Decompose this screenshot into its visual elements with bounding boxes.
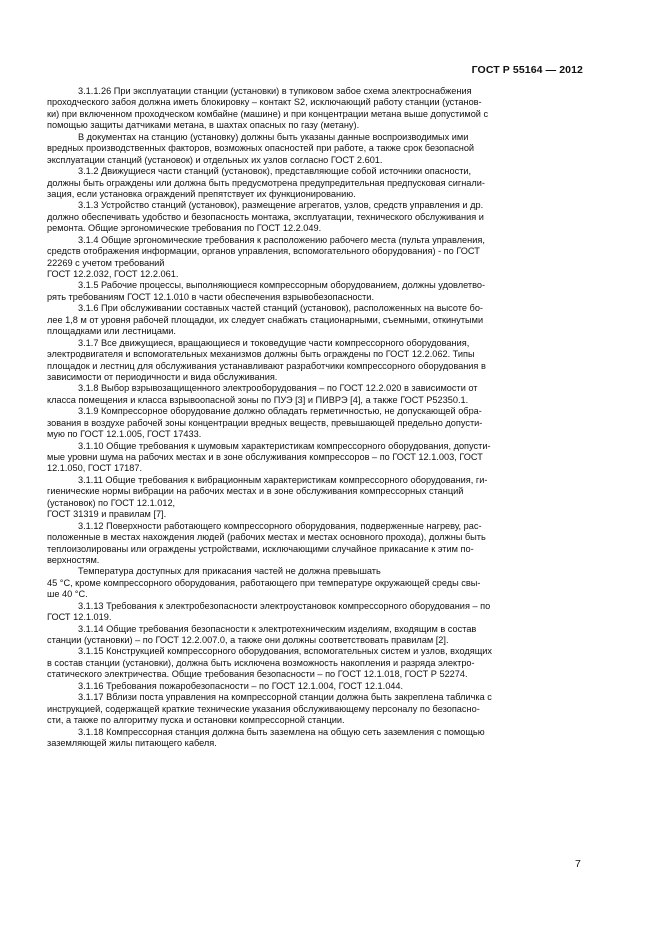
text-line: ГОСТ 12.2.032, ГОСТ 12.2.061. — [47, 269, 179, 279]
text-line: вредных производственных факторов, возможных опасностей при работе, а также срок безопасной — [47, 143, 475, 154]
text-line: станции (установки) – по ГОСТ 12.2.007.0, а также они должны соответствовать правилам [2]. — [47, 635, 449, 645]
text-line: 3.1.1.26 При эксплуатации станции (установки) в тупиковом забое схема электроснабжения — [78, 86, 472, 96]
text-line: 3.1.7 Все движущиеся, вращающиеся и токоведущие части компрессорного оборудования, — [78, 337, 470, 348]
text-line: 12.1.050, ГОСТ 17187. — [47, 463, 143, 474]
text-line: площадками или лестницами. — [47, 326, 176, 337]
text-line: Температура доступных для прикасания частей не должна превышать — [78, 566, 381, 577]
text-line: площадок и лестниц для обслуживания устанавливают разработчики компрессорного оборудования в — [47, 360, 486, 371]
text-line: 3.1.13 Требования к электробезопасности электроустановок компрессорного оборудования – по — [78, 600, 491, 611]
text-line: 3.1.18 Компрессорная станция должна быть заземлена на общую сеть заземления с помощью — [78, 726, 485, 737]
text-line: ГОСТ 31319 и правилам [7]. — [47, 509, 167, 520]
text-line: мые уровни шума на рабочих местах и в зоне обслуживания компрессоров – по ГОСТ 12.1.003, ГОСТ — [47, 452, 483, 462]
text-line: инструкцией, содержащей краткие технические указания обслуживающему персоналу по безопасно- — [47, 703, 480, 714]
document-designation: ГОСТ Р 55164 — 2012 — [471, 64, 583, 76]
text-line: ше 40 °С. — [47, 589, 88, 600]
text-line: ки) при включенном проходческом комбайне (машине) и при концентрации метана выше допустимой с — [47, 108, 489, 119]
text-line: В документах на станцию (установку) должны быть указаны данные воспроизводимых ими — [78, 131, 469, 142]
text-line: рять требованиям ГОСТ 12.1.010 в части обеспечения взрывобезопасности. — [47, 291, 374, 302]
text-line: мую по ГОСТ 12.1.005, ГОСТ 17433. — [47, 429, 202, 440]
text-line: гиенические нормы вибрации на рабочих местах и в зоне обслуживания компрессорных станций — [47, 486, 464, 497]
text-line: 3.1.3 Устройство станций (установок), размещение агрегатов, узлов, средств управления и др. — [78, 200, 484, 211]
text-line: (установок) по ГОСТ 12.1.012, — [47, 497, 176, 508]
text-line: зация, если установка ограждений препятствует их функционированию. — [47, 188, 356, 199]
text-line: зования в воздухе рабочей зоны концентрации вредных веществ, превышающей предельно допусти- — [47, 417, 483, 428]
text-line: теплоизолированы или ограждены устройствами, исключающими случайное прикасание к этим по- — [47, 543, 474, 554]
text-line: верхностям. — [47, 554, 100, 565]
text-line: в состав станции (установки), должна быть исключена возможность накопления и разряда электро- — [47, 657, 475, 668]
text-line: статического электричества. Общие требования безопасности – по ГОСТ 12.1.018, ГОСТ Р 52274. — [47, 669, 468, 680]
text-line: класса помещения и класса взрывоопасной зоны по ПУЭ [3] и ПИВРЭ [4], а также ГОСТ Р52350.1. — [47, 394, 469, 405]
text-line: 3.1.16 Требования пожаробезопасности – по ГОСТ 12.1.004, ГОСТ 12.1.044. — [78, 680, 404, 691]
text-line: 45 °С, кроме компрессорного оборудования, работающего при температуре окружающей среды свы- — [47, 577, 481, 588]
text-line: должно обеспечивать удобство и безопасность монтажа, эксплуатации, технического обслуживания и — [47, 211, 484, 222]
text-line: лее 1,8 м от уровня рабочей площадки, их следует снабжать стационарными, съемными, откинутыми — [47, 314, 484, 325]
text-line: ГОСТ 12.1.019. — [47, 612, 112, 623]
text-line: 3.1.17 Вблизи поста управления на компрессорной станции должна быть закреплена табличка с — [78, 692, 492, 703]
text-line: электродвигателя и вспомогательных механизмов должны быть ограждены по ГОСТ 12.2.062. Типы — [47, 349, 475, 360]
text-line: 3.1.11 Общие требования к вибрационным характеристикам компрессорного оборудования, ги- — [78, 474, 488, 485]
text-line: зависимости от периодичности и вида обслуживания. — [47, 371, 278, 382]
text-line: 3.1.4 Общие эргономические требования к расположению рабочего места (пульта управления, — [78, 234, 485, 245]
text-line: ремонта. Общие эргономические требования по ГОСТ 12.2.049. — [47, 223, 322, 234]
text-line: проходческого забоя должна иметь блокировку – контакт S2, исключающий работу станции (установ- — [47, 97, 482, 108]
text-line: заземляющей жилы питающего кабеля. — [47, 737, 217, 748]
text-line: 3.1.8 Выбор взрывозащищенного электрооборудования – по ГОСТ 12.2.020 в зависимости от — [78, 383, 478, 394]
text-line: эксплуатации станций (установок) и отдельных их узлов согласно ГОСТ 2.601. — [47, 154, 383, 165]
text-line: помощью защиты датчиками метана, в шахтах опасных по газу (метану). — [47, 120, 360, 131]
text-line: 3.1.2 Движущиеся части станций (установок), представляющие собой источники опасности, — [78, 166, 472, 177]
text-line: 3.1.9 Компрессорное оборудование должно обладать герметичностью, не допускающей обра- — [78, 406, 482, 417]
text-line: 3.1.14 Общие требования безопасности к электротехническим изделиям, входящим в состав — [78, 623, 477, 634]
text-line: 3.1.6 При обслуживании составных частей станций (установок), расположенных на высоте бо- — [78, 303, 483, 314]
text-line: 3.1.15 Конструкцией компрессорного оборудования, вспомогательных систем и узлов, входящих — [78, 646, 492, 657]
text-line: 22269 с учетом требований — [47, 257, 165, 268]
text-line: средств отображения информации, органов управления, вспомогательного оборудования) - по ГОСТ — [47, 246, 480, 257]
page-number: 7 — [575, 858, 581, 870]
text-line: сти, а также по алгоритму пуска и остановки компрессорной станции. — [47, 715, 345, 726]
text-line: положенные в местах нахождения людей (рабочих местах и местах основного прохода), должны быть — [47, 532, 486, 543]
text-line: 3.1.10 Общие требования к шумовым характеристикам компрессорного оборудования, допусти- — [78, 440, 491, 451]
text-line: 3.1.5 Рабочие процессы, выполняющиеся компрессорным оборудованием, должны удовлетво- — [78, 280, 486, 291]
text-line: должны быть ограждены или должна быть предусмотрена предупредительная предпусковая сигнали- — [47, 177, 485, 188]
text-line: 3.1.12 Поверхности работающего компрессорного оборудования, подверженные нагреву, рас- — [78, 520, 482, 531]
document-body — [47, 86, 583, 749]
